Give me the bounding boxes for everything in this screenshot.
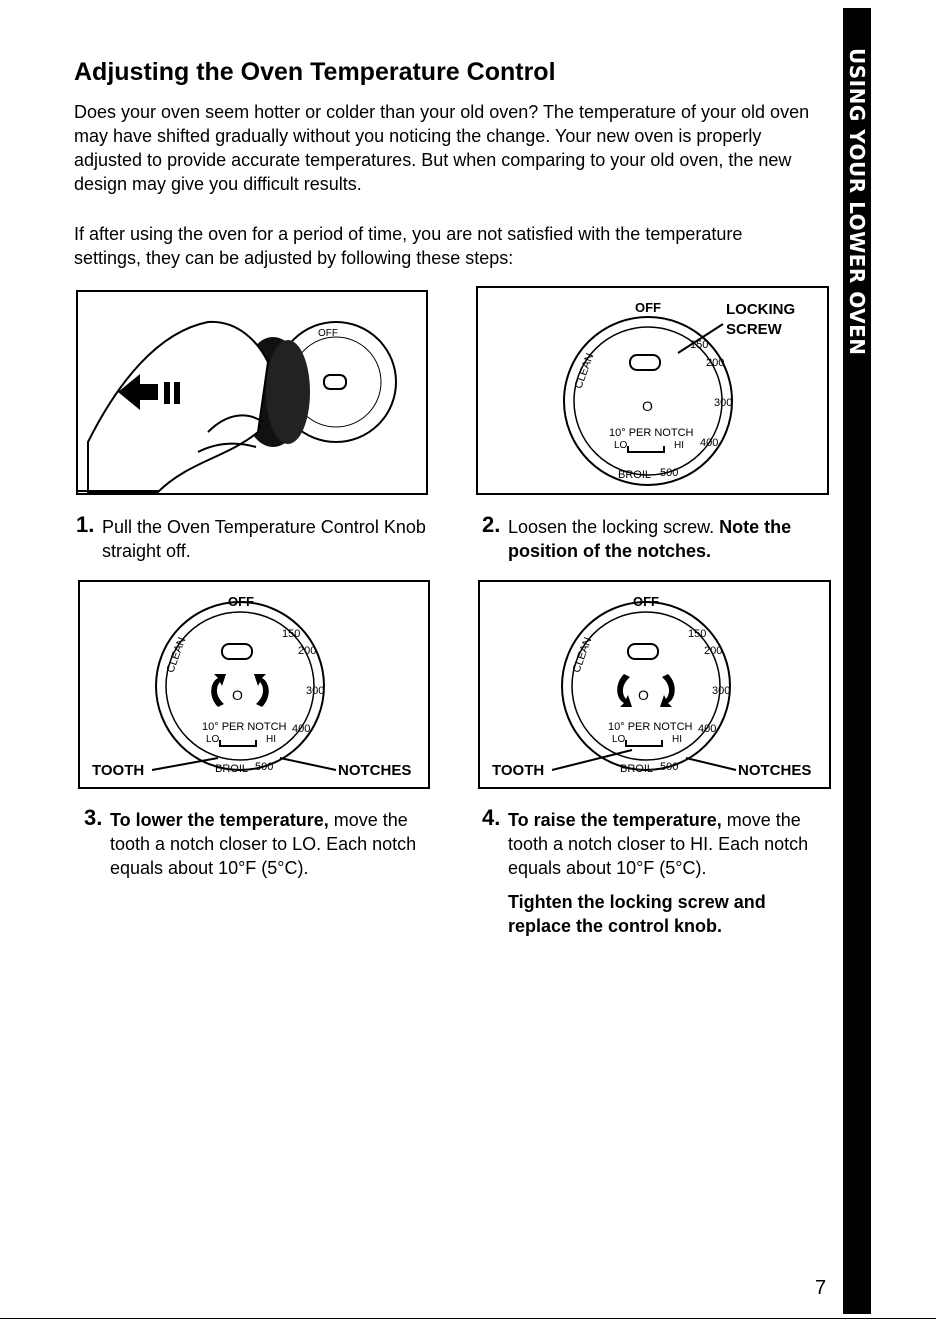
section-tab-label: USING YOUR LOWER OVEN xyxy=(845,48,869,356)
dial-300-label: 300 xyxy=(714,397,733,409)
dial-lo-label: LO xyxy=(614,440,628,451)
dial-clean-label: CLEAN xyxy=(164,635,189,675)
notches-label: NOTCHES xyxy=(338,762,412,779)
arrow-down-icon xyxy=(660,674,675,707)
figure-pull-knob xyxy=(76,290,428,495)
dial-500-label: 500 xyxy=(255,761,274,773)
dial-per-notch-label: 10° PER NOTCH xyxy=(608,721,693,733)
intro-paragraph: Does your oven seem hotter or colder than your old oven? The temperature of your old oven may have shifted gradually without you noticing the change. Your new oven is properly adjusted to provide accurate temperatures. But when comparing to your old oven, the new design may give you difficult results. xyxy=(74,102,810,194)
dial-center-o: O xyxy=(642,398,653,414)
dial-400-label: 400 xyxy=(700,437,719,449)
arrow-up-icon xyxy=(617,674,632,707)
tooth-label: TOOTH xyxy=(492,762,545,779)
dial-off-label: OFF xyxy=(318,328,338,339)
dial-center-o: O xyxy=(638,687,649,703)
lower-temp-dial xyxy=(80,582,428,787)
dial-center-o: O xyxy=(232,687,243,703)
dial-hi-label: HI xyxy=(266,734,276,745)
dial-per-notch-label: 10° PER NOTCH xyxy=(609,427,694,439)
step-extra-text: Tighten the locking screw and replace the control knob. xyxy=(508,892,766,936)
arrow-down-icon xyxy=(211,674,226,707)
dial-hi-label: HI xyxy=(674,440,684,451)
dial-200-label: 200 xyxy=(704,645,723,657)
dial-clean-label: CLEAN xyxy=(572,351,597,391)
step-text: Pull the Oven Temperature Control Knob straight off. xyxy=(102,517,426,561)
dial-hi-label: HI xyxy=(672,734,682,745)
dial-150-label: 150 xyxy=(282,628,301,640)
step-bold-text: To raise the temperature, xyxy=(508,810,722,830)
step-number: 4. xyxy=(482,805,501,830)
step-bold-text: Note the position of the notches. xyxy=(508,517,792,561)
intro-paragraph-2: If after using the oven for a period of time, you are not satisfied with the temperature settings, they can be adjusted by following these steps: xyxy=(74,224,743,268)
dial-300-label: 300 xyxy=(306,685,325,697)
page-number: 7 xyxy=(815,1277,827,1299)
dial-broil-label: BROIL xyxy=(618,469,652,481)
dial-200-label: 200 xyxy=(706,357,725,369)
dial-broil-label: BROIL xyxy=(620,763,654,775)
page-title: Adjusting the Oven Temperature Control xyxy=(74,58,556,86)
dial-200-label: 200 xyxy=(298,645,317,657)
step-text: move the tooth a notch closer to LO. Each notch equals about 10°F (5°C). xyxy=(110,810,417,878)
figure-raise-temp xyxy=(478,580,831,789)
locking-screw-dial xyxy=(478,288,827,493)
step-number: 1. xyxy=(76,512,95,537)
step-4 xyxy=(482,805,833,938)
dial-lo-label: LO xyxy=(206,734,220,745)
step-number: 2. xyxy=(482,512,501,537)
dial-150-label: 150 xyxy=(690,339,709,351)
dial-off-label: OFF xyxy=(635,300,661,315)
dial-off-label: OFF xyxy=(228,594,254,609)
pull-knob-illustration xyxy=(78,292,426,493)
dial-400-label: 400 xyxy=(292,723,311,735)
dial-broil-label: BROIL xyxy=(215,763,249,775)
figure-locking-screw xyxy=(476,286,829,495)
step-2 xyxy=(482,512,818,563)
screw-label: SCREW xyxy=(726,321,782,338)
tooth-label: TOOTH xyxy=(92,762,145,779)
dial-300-label: 300 xyxy=(712,685,731,697)
step-bold-text: To lower the temperature, xyxy=(110,810,329,830)
step-number: 3. xyxy=(84,805,103,830)
dial-400-label: 400 xyxy=(698,723,717,735)
dial-500-label: 500 xyxy=(660,467,679,479)
dial-per-notch-label: 10° PER NOTCH xyxy=(202,721,287,733)
step-text: Loosen the locking screw. xyxy=(508,517,715,537)
raise-temp-dial xyxy=(480,582,829,787)
figure-lower-temp xyxy=(78,580,430,789)
notches-label: NOTCHES xyxy=(738,762,812,779)
page-bottom-rule xyxy=(0,1318,936,1319)
step-1 xyxy=(76,512,442,563)
step-text: move the tooth a notch closer to HI. Each notch equals about 10°F (5°C). xyxy=(508,810,809,878)
step-3 xyxy=(84,805,420,880)
dial-clean-label: CLEAN xyxy=(570,635,595,675)
dial-150-label: 150 xyxy=(688,628,707,640)
dial-lo-label: LO xyxy=(612,734,626,745)
arrow-up-icon xyxy=(254,674,269,707)
dial-off-label: OFF xyxy=(633,594,659,609)
dial-500-label: 500 xyxy=(660,761,679,773)
locking-label-1: LOCKING xyxy=(726,301,796,318)
